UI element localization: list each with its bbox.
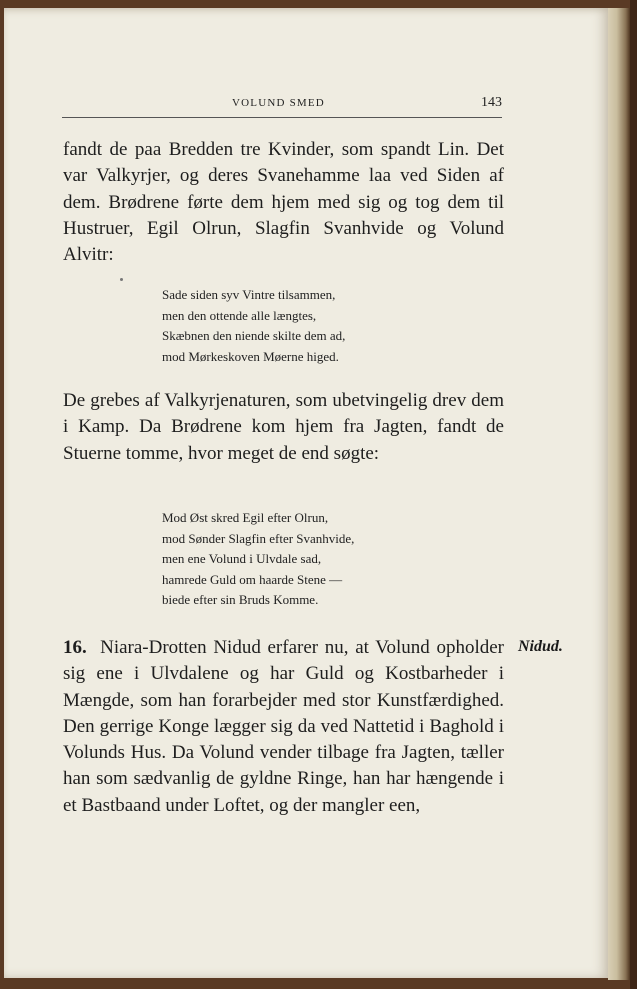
- page-header: [62, 95, 502, 118]
- ink-speck: [120, 278, 123, 281]
- verse-line: hamrede Guld om haarde Stene —: [162, 571, 343, 587]
- book-spine: [630, 0, 637, 989]
- verse-1: [162, 285, 432, 367]
- section-16: [63, 635, 504, 819]
- verse-line: men ene Volund i Ulvdale sad,: [162, 551, 322, 566]
- verse-line: Skæbnen den niende skilte dem ad,: [162, 328, 346, 343]
- section-number: 16.: [63, 637, 87, 658]
- margin-note: Nidud.: [518, 638, 563, 655]
- verse-line: Mod Øst skred Egil efter Olrun,: [162, 510, 329, 525]
- running-title: VOLUND SMED: [232, 97, 325, 109]
- page-number: 143: [481, 95, 502, 110]
- verse-2: [162, 508, 432, 611]
- section-16-text: Niara-Drotten Nidud erfarer nu, at Volund opholder sig ene i Ulvdalene og har Guld og Kostbarheder i Mængde, som han forarbejder med stor Kunstfærdighed. Den gerrige Konge lægger sig da ved Nattetid i Baghold i Volunds Hus. Da Volund vender tilbage fra Jagten, tæller han som sædvanlig de gyldne Ringe, han har hængende i et Bastbaand under Loftet, og der mangler een,: [63, 637, 504, 816]
- verse-line: men den ottende alle længtes,: [162, 307, 317, 323]
- verse-line: biede efter sin Bruds Komme.: [162, 592, 319, 607]
- paragraph-2: De grebes af Valkyrjenaturen, som ubetvingelig drev dem i Kamp. Da Brødrene kom hjem fra Jagten, fandt de Stuerne tomme, hvor meget de end søgte:: [63, 390, 504, 464]
- verse-line: mod Sønder Slagfin efter Svanhvide,: [162, 530, 355, 546]
- verse-line: mod Mørkeskoven Møerne higed.: [162, 348, 339, 364]
- verse-line: Sade siden syv Vintre tilsammen,: [162, 287, 336, 302]
- paragraph-1: fandt de paa Bredden tre Kvinder, som spandt Lin. Det var Valkyrjer, og deres Svanehamme laa ved Siden af dem. Brødrene førte dem hjem med sig og tog dem til Hustruer, Egil Olrun, Slagfin Svanhvide og Volund Alvitr:: [63, 139, 504, 266]
- page-edge: [608, 8, 630, 980]
